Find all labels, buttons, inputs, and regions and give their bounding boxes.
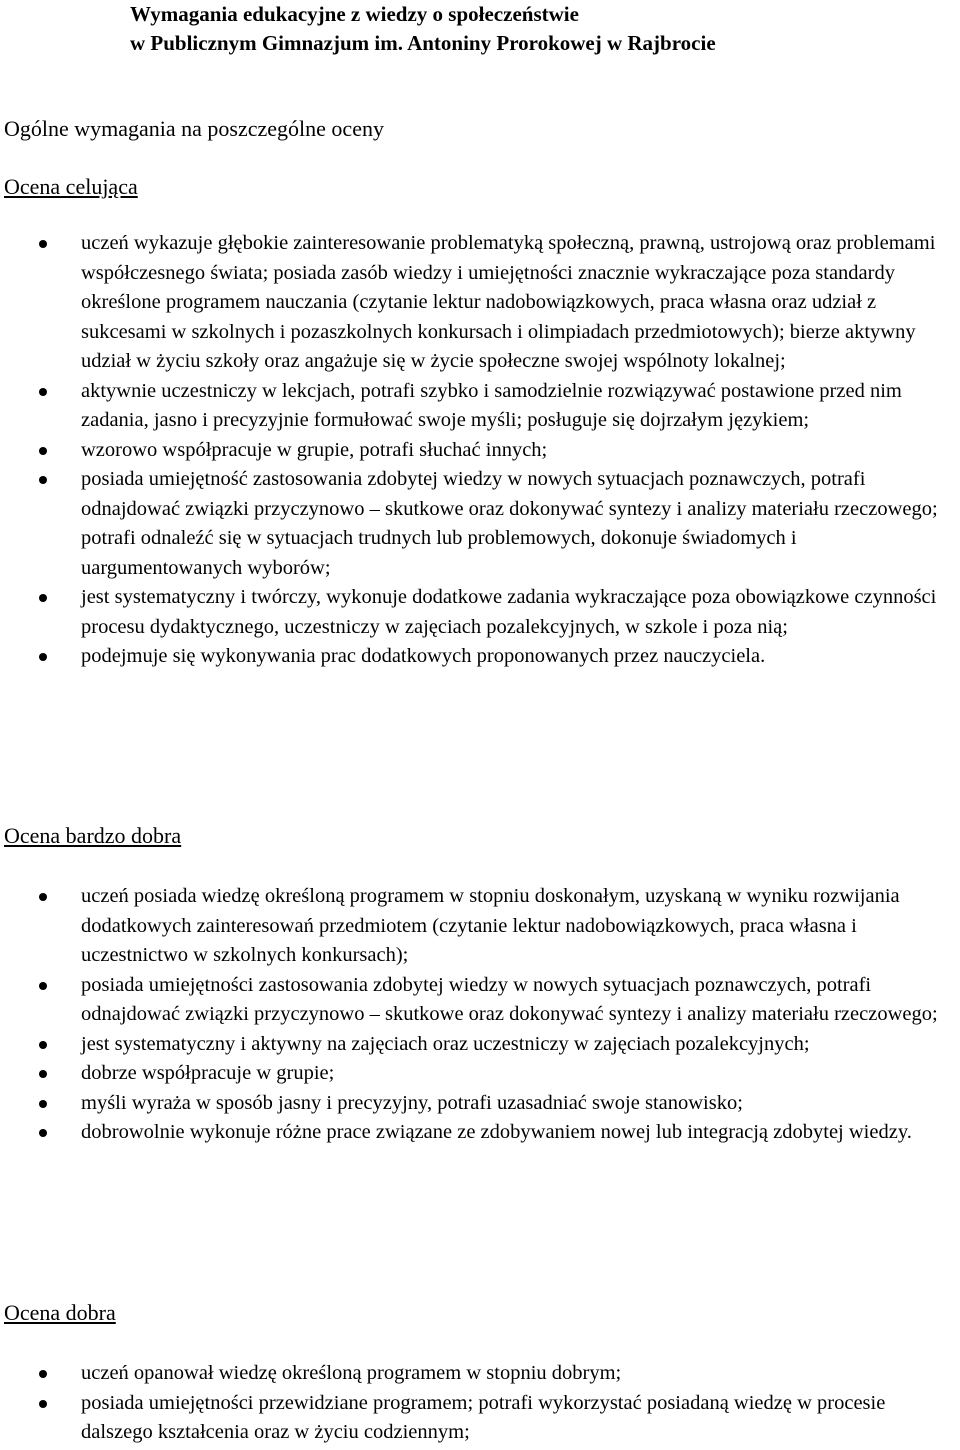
document-subtitle: Ogólne wymagania na poszczególne oceny	[4, 116, 384, 141]
list-item: jest systematyczny i aktywny na zajęciach oraz uczestniczy w zajęciach pozalekcyjnych;	[0, 1030, 960, 1060]
list-item: dobrowolnie wykonuje różne prace związane ze zdobywaniem nowej lub integracją zdobytej wiedzy.	[0, 1118, 960, 1148]
bullet-icon	[39, 1400, 47, 1408]
bullet-icon	[39, 653, 47, 661]
list-celujaca	[0, 229, 960, 672]
bullet-icon	[39, 1070, 47, 1078]
list-item: aktywnie uczestniczy w lekcjach, potrafi szybko i samodzielnie rozwiązywać postawione przed nim zadania, jasno i precyzyjnie formułować swoje myśli; posługuje się dojrzałym językiem;	[0, 377, 960, 436]
bullet-icon	[39, 447, 47, 455]
bullet-icon	[39, 1100, 47, 1108]
list-item: posiada umiejętności przewidziane programem; potrafi wykorzystać posiadaną wiedzę w procesie dalszego kształcenia oraz w życiu codziennym;	[0, 1389, 960, 1448]
list-dobra	[0, 1359, 960, 1448]
document-title	[130, 0, 850, 58]
section-heading-bardzo-dobra: Ocena bardzo dobra	[4, 823, 182, 848]
section-heading-celujaca: Ocena celująca	[4, 174, 138, 199]
section-heading-dobra: Ocena dobra	[4, 1300, 116, 1325]
list-item: posiada umiejętność zastosowania zdobytej wiedzy w nowych sytuacjach poznawczych, potrafi odnajdować związki przyczynowo – skutkowe oraz dokonywać syntezy i analizy materiału rzeczowego; potrafi odnaleźć się w sytuacjach trudnych lub problemowych, dokonuje świadomych i uargumentowanych wyborów;	[0, 465, 960, 583]
list-item: podejmuje się wykonywania prac dodatkowych proponowanych przez nauczyciela.	[0, 642, 960, 672]
bullet-icon	[39, 388, 47, 396]
list-item: uczeń wykazuje głębokie zainteresowanie problematyką społeczną, prawną, ustrojową oraz problemami współczesnego świata; posiada zasób wiedzy i umiejętności znacznie wykraczające poza standardy określone programem nauczania (czytanie lektur nadobowiązkowych, praca własna oraz udział z sukcesami w szkolnych i pozaszkolnych konkursach i olimpiadach przedmiotowych); bierze aktywny udział w życiu szkoły oraz angażuje się w życie społeczne swojej wspólnoty lokalnej;	[0, 229, 960, 377]
bullet-icon	[39, 893, 47, 901]
bullet-icon	[39, 240, 47, 248]
bullet-icon	[39, 476, 47, 484]
list-item: posiada umiejętności zastosowania zdobytej wiedzy w nowych sytuacjach poznawczych, potrafi odnajdować związki przyczynowo – skutkowe oraz dokonywać syntezy i analizy materiału rzeczowego;	[0, 971, 960, 1030]
title-line-1: Wymagania edukacyjne z wiedzy o społeczeństwie	[130, 2, 579, 26]
bullet-icon	[39, 1370, 47, 1378]
title-line-2: w Publicznym Gimnazjum im. Antoniny Prorokowej w Rajbrocie	[130, 31, 716, 55]
bullet-icon	[39, 1041, 47, 1049]
list-item: myśli wyraża w sposób jasny i precyzyjny, potrafi uzasadniać swoje stanowisko;	[0, 1089, 960, 1119]
bullet-icon	[39, 1129, 47, 1137]
list-item: jest systematyczny i twórczy, wykonuje dodatkowe zadania wykraczające poza obowiązkowe czynności procesu dydaktycznego, uczestniczy w zajęciach pozalekcyjnych, w szkole i poza nią;	[0, 583, 960, 642]
list-item: wzorowo współpracuje w grupie, potrafi słuchać innych;	[0, 436, 960, 466]
list-item: uczeń posiada wiedzę określoną programem w stopniu doskonałym, uzyskaną w wyniku rozwijania dodatkowych zainteresowań przedmiotem (czytanie lektur nadobowiązkowych, praca własna i uczestnictwo w szkolnych konkursach);	[0, 882, 960, 971]
list-bardzo-dobra	[0, 882, 960, 1148]
bullet-icon	[39, 594, 47, 602]
list-item: dobrze współpracuje w grupie;	[0, 1059, 960, 1089]
list-item: uczeń opanował wiedzę określoną programem w stopniu dobrym;	[0, 1359, 960, 1389]
bullet-icon	[39, 982, 47, 990]
